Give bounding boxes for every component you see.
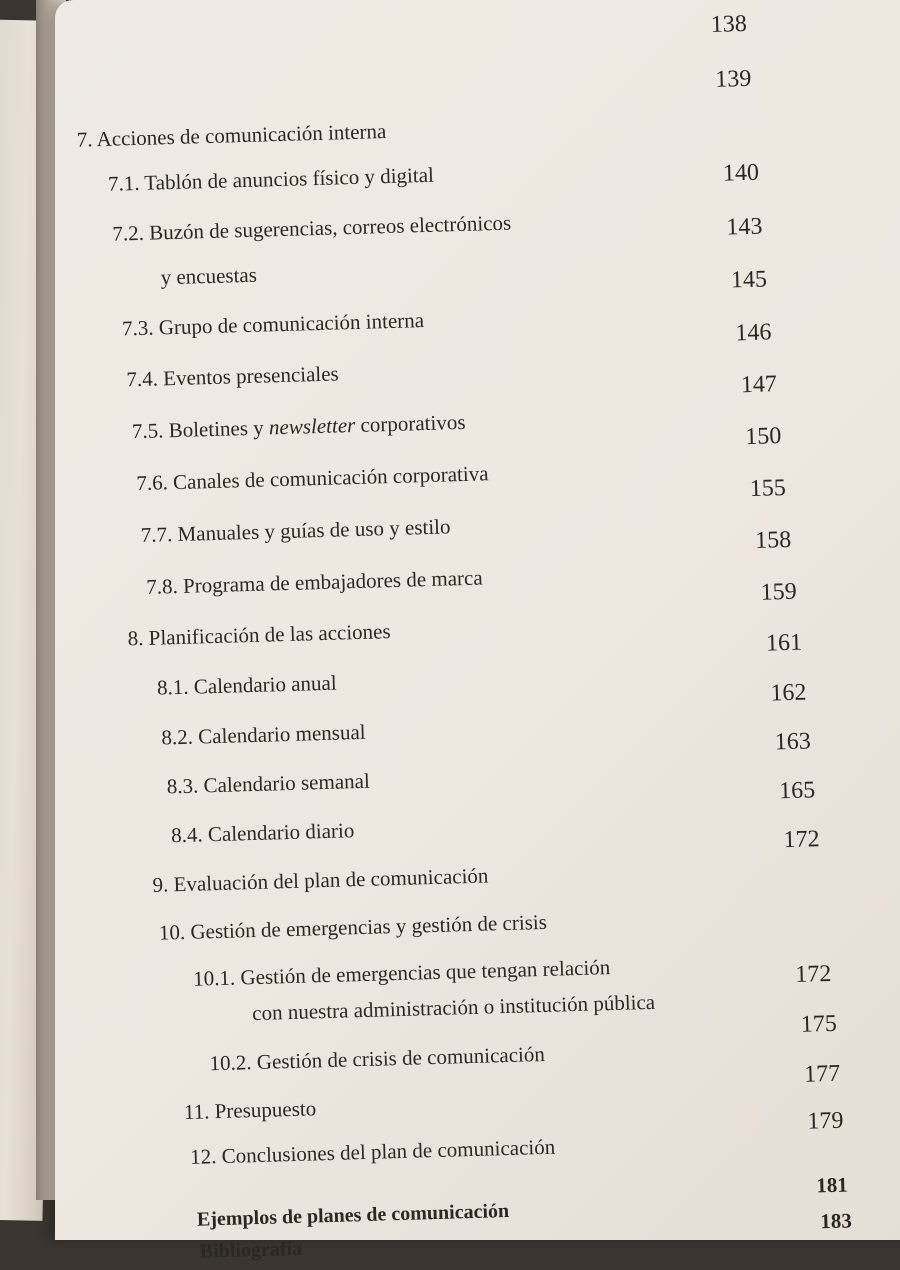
- toc-page-number: 161: [765, 629, 803, 657]
- toc-entry-bold: Bibliografía: [199, 1237, 303, 1263]
- toc-page-number: 147: [740, 371, 778, 399]
- toc-entry: 10. Gestión de emergencias y gestión de crisis: [158, 909, 548, 945]
- toc-entry: 8.1. Calendario anual: [156, 670, 337, 700]
- toc-page-number: 155: [749, 474, 787, 502]
- toc-entry-italic: newsletter: [268, 412, 356, 440]
- toc-entry: [132, 409, 466, 444]
- toc-page-number-bold: 183: [819, 1208, 853, 1234]
- toc-page-number: 172: [783, 826, 820, 854]
- toc-page-number: 165: [778, 777, 816, 805]
- toc-page-number: 138: [710, 10, 748, 38]
- toc-entry: y encuestas: [160, 262, 258, 290]
- toc-page-number: 177: [803, 1060, 841, 1088]
- toc-entry: con nuestra administración o institución pública: [251, 989, 656, 1026]
- toc-entry: 8.3. Calendario semanal: [166, 768, 371, 799]
- toc-entry: 12. Conclusiones del plan de comunicación: [189, 1134, 556, 1169]
- toc-page-number: 163: [774, 728, 812, 756]
- toc-entry-suffix: corporativos: [354, 409, 466, 437]
- toc-page-number: 146: [735, 319, 772, 347]
- toc-entry: 7.4. Eventos presenciales: [126, 361, 340, 392]
- toc-entry-prefix: 7.5. Boletines y: [131, 415, 270, 444]
- toc-entry: 8. Planificación de las acciones: [127, 619, 391, 651]
- toc-entry: 10.1. Gestión de emergencias que tengan relación: [192, 955, 611, 991]
- toc-entry: 8.4. Calendario diario: [170, 818, 355, 848]
- toc-page-number: 143: [726, 213, 763, 241]
- toc-page-number: 139: [714, 65, 752, 93]
- toc-page-number: 145: [730, 266, 768, 294]
- toc-entry-bold: Ejemplos de planes de comunicación: [196, 1200, 510, 1231]
- toc-entry: 7.6. Canales de comunicación corporativa: [136, 461, 489, 496]
- toc-entry: 11. Presupuesto: [183, 1096, 317, 1125]
- toc-entry: 7.7. Manuales y guías de uso y estilo: [140, 514, 451, 548]
- toc-page-number: 158: [754, 526, 792, 554]
- toc-page-number: 140: [722, 159, 760, 187]
- toc-entry: 7.1. Tablón de anuncios físico y digital: [107, 162, 435, 196]
- toc-entry: 7. Acciones de comunicación interna: [76, 119, 387, 152]
- toc-page-number: 179: [807, 1107, 844, 1135]
- toc-entry: 8.2. Calendario mensual: [161, 719, 366, 750]
- toc-page-number-bold: 181: [815, 1172, 849, 1198]
- toc-entry: 7.8. Programa de embajadores de marca: [145, 565, 483, 599]
- toc-page-number: 162: [770, 679, 807, 707]
- toc-page-number: 150: [744, 423, 782, 451]
- toc-entry: 7.3. Grupo de comunicación interna: [121, 308, 425, 341]
- toc-entry: 7.2. Buzón de sugerencias, correos electrónicos: [112, 210, 512, 246]
- toc-entry: 10.2. Gestión de crisis de comunicación: [209, 1041, 546, 1076]
- toc-page-number: 159: [760, 578, 798, 606]
- toc-page-number: 172: [794, 960, 832, 988]
- toc-page-number: 175: [800, 1010, 838, 1038]
- toc-entry: 9. Evaluación del plan de comunicación: [152, 863, 489, 897]
